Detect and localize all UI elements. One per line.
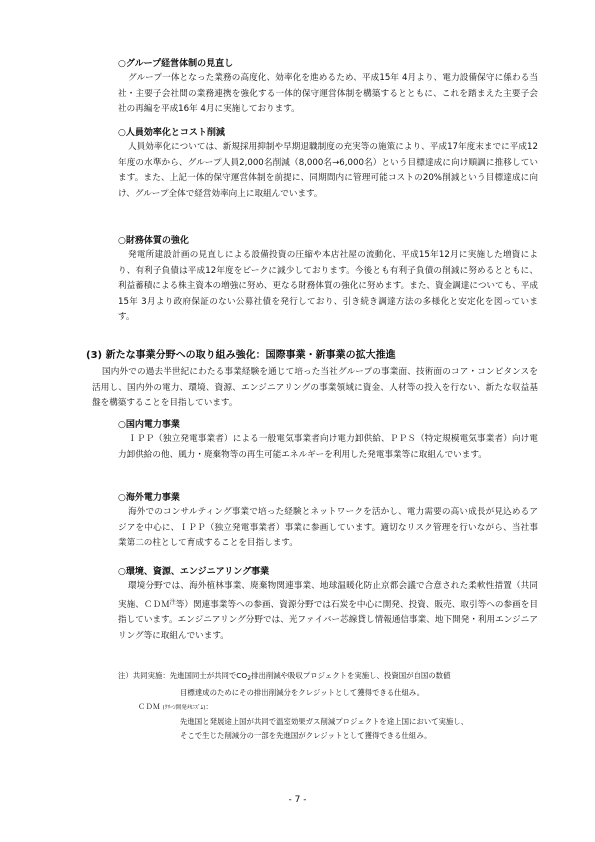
section-body: グループ一体となった業務の高度化、効率化を進めるため、平成15年 4月より、電力設備保守に係わる当社・主要子会社間の業務連携を強化する一体的保守運営体制を構築するとともに、これを踏まえた主要子会社の再編を平成16年 4月に実施しております。 <box>118 73 538 114</box>
section-group-management <box>118 57 538 118</box>
cdm-term: ＣＤＭ <box>138 702 161 711</box>
cdm-kana: (ｸﾘｰﾝ開発ﾒｶﾆｽﾞﾑ) <box>162 705 206 711</box>
subscript: 2 <box>247 675 252 682</box>
section-overseas-power <box>118 491 538 552</box>
section-domestic-power <box>118 418 538 463</box>
note-continuation: そこで生じた削減分の一部を先進国がクレジットとして獲得できる仕組み。 <box>180 731 432 740</box>
section-environment-resources <box>118 565 538 644</box>
page-number: - 7 - <box>288 795 307 805</box>
footnotes <box>118 669 538 743</box>
section-body: 海外でのコンサルティング事業で培った経験とネットワークを活かし、電力需要の高い成長が見込めるアジアを中心に、ＩＰＰ（独立発電事業者）事業に参画しています。適切なリスク管理を行いながら、当社事業第二の柱として育成することを目指します。 <box>118 507 538 548</box>
note-cdm-label <box>118 700 538 715</box>
section-heading: ○グループ経営体制の見直し <box>118 59 234 69</box>
section-body: ＩＰＰ（独立発電事業者）による一般電気事業者向け電力卸供給、ＰＰＳ（特定規模電気事業者）向け電力卸供給の他、風力・廃棄物等の再生可能エネルギーを利用した発電事業等に取組んでいます。 <box>118 434 538 460</box>
section-heading: ○人員効率化とコスト削減 <box>118 128 225 138</box>
section-heading: ○財務体質の強化 <box>118 236 189 246</box>
footnote-mark: 注 <box>169 598 176 606</box>
body-text-part: 等）関連事業等への参画、資源分野では石炭を中心に開発、投資、販売、取引等への参画を目指しています。エンジニアリング分野では、光ファイバー芯線貸し情報通信事業、地下開発・利用エンジニアリング等に取組んでいます。 <box>118 599 538 641</box>
chapter-heading: (3) 新たな事業分野への取り組み強化：国際事業・新事業の拡大推進 <box>86 350 396 361</box>
section-staff-efficiency <box>118 126 538 202</box>
note-text: 排出削減や吸収プロジェクトを実施し、投資国が自国の数値 <box>251 671 451 680</box>
note-continuation: 先進国と発展途上国が共同で温室効果ガス削減プロジェクトを途上国において実施し、 <box>180 717 469 726</box>
body-text-part: 環境分野では、海外植林事業、廃棄物関連事業、地球温暖化防止京都会議で合意された柔軟性措置（共同実施、ＣＤＭ <box>118 581 538 610</box>
section-financial-strength <box>118 234 538 326</box>
chapter-intro: 国内外での過去半世紀にわたる事業経験を通じて培った当社グループの事業面、技術面のコア・コンピタンスを活用し、国内外の電力、環境、資源、エンジニアリングの事業領域に資金、人材等の投入を行ない、新たな収益基盤を構築することを目指しています。 <box>92 367 538 408</box>
section-body: 発電所建設計画の見直しによる設備投資の圧縮や本店社屋の流動化、平成15年12月に実施した増資により、有利子負債は平成12年度をピークに減少しております。今後とも有利子負債の削減に努めるとともに、利益蓄積による株主資本の増強に努め、更なる財務体質の強化に努めます。また、資金調達についても、平成15年 3月より政府保証のない公募社債を発行しており、引き続き調達方法の多様化と安定化を図っています。 <box>118 250 538 322</box>
note-text: 注）共同実施：先進国同士が共同でCO <box>118 671 248 680</box>
section-heading: ○海外電力事業 <box>118 493 180 503</box>
note-continuation: 目標達成のためにその排出削減分をクレジットとして獲得できる仕組み。 <box>180 688 425 697</box>
section-heading: ○環境、資源、エンジニアリング事業 <box>118 567 270 577</box>
section-body: 人員効率化については、新規採用抑制や早期退職制度の充実等の施策により、平成17年度末までに平成12年度の水準から、グループ人員2,000名削減（8,000名→6,000名）という目標達成に向け順調に推移しています。また、上記一体的保守運営体制を前提に、同期間内に管理可能コストの20%削減という目標達成に向け、グループ全体で経営効率向上に取組んでいます。 <box>118 142 538 199</box>
note-joint-implementation <box>118 669 538 686</box>
section-body <box>118 579 538 644</box>
cdm-colon: ： <box>205 702 213 711</box>
section-heading: ○国内電力事業 <box>118 420 180 430</box>
